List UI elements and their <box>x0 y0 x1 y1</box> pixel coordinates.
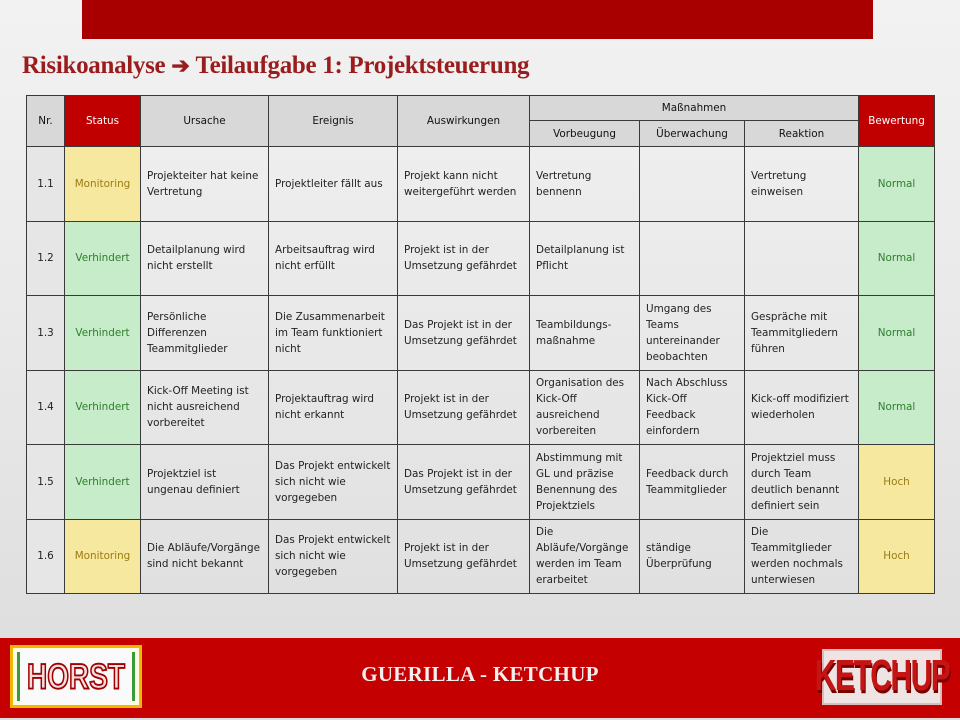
cell-ereignis: Das Projekt entwickelt sich nicht wie vorgegeben <box>269 445 398 520</box>
cell-nr: 1.1 <box>27 147 65 222</box>
footer-title: GUERILLA - KETCHUP <box>361 662 599 686</box>
cell-reaktion: Gespräche mit Teammitgliedern führen <box>745 296 859 371</box>
cell-nr: 1.6 <box>27 519 65 594</box>
header-status: Status <box>65 96 141 147</box>
ketchup-logo-text: KETCHUP <box>814 652 950 701</box>
cell-auswirkungen: Projekt ist in der Umsetzung gefährdet <box>398 519 530 594</box>
cell-nr: 1.5 <box>27 445 65 520</box>
cell-vorbeugung: Teambildungs-maßnahme <box>530 296 640 371</box>
cell-reaktion <box>745 221 859 296</box>
table-row <box>27 370 935 445</box>
cell-status: Monitoring <box>65 519 141 594</box>
table-row <box>27 296 935 371</box>
cell-ursache: Detailplanung wird nicht erstellt <box>141 221 269 296</box>
cell-nr: 1.4 <box>27 370 65 445</box>
table-row <box>27 147 935 222</box>
cell-ereignis: Projektleiter fällt aus <box>269 147 398 222</box>
cell-ursache: Die Abläufe/Vorgänge sind nicht bekannt <box>141 519 269 594</box>
cell-reaktion: Projektziel muss durch Team deutlich benannt definiert sein <box>745 445 859 520</box>
arrow-right-icon: ➔ <box>171 53 190 78</box>
cell-ueberwachung: Umgang des Teams untereinander beobachten <box>640 296 745 371</box>
cell-ueberwachung: ständige Überprüfung <box>640 519 745 594</box>
cell-bewertung: Normal <box>859 370 935 445</box>
cell-reaktion: Kick-off modifiziert wiederholen <box>745 370 859 445</box>
cell-auswirkungen: Projekt kann nicht weitergeführt werden <box>398 147 530 222</box>
cell-status: Verhindert <box>65 445 141 520</box>
cell-ursache: Projektziel ist ungenau definiert <box>141 445 269 520</box>
header-ueberwachung: Überwachung <box>640 121 745 147</box>
header-auswirkungen: Auswirkungen <box>398 96 530 147</box>
cell-vorbeugung: Die Abläufe/Vorgänge werden im Team erarbeitet <box>530 519 640 594</box>
page-title <box>22 48 529 84</box>
header-bewertung: Bewertung <box>859 96 935 147</box>
header-massnahmen: Maßnahmen <box>530 96 859 121</box>
cell-nr: 1.2 <box>27 221 65 296</box>
cell-vorbeugung: Detailplanung ist Pflicht <box>530 221 640 296</box>
table-row <box>27 445 935 520</box>
cell-bewertung: Hoch <box>859 445 935 520</box>
cell-ueberwachung <box>640 147 745 222</box>
cell-status: Monitoring <box>65 147 141 222</box>
title-part-2: Teilaufgabe 1: Projektsteuerung <box>195 52 530 79</box>
cell-bewertung: Normal <box>859 147 935 222</box>
header-nr: Nr. <box>27 96 65 147</box>
cell-auswirkungen: Das Projekt ist in der Umsetzung gefährdet <box>398 296 530 371</box>
cell-ereignis: Projektauftrag wird nicht erkannt <box>269 370 398 445</box>
cell-ereignis: Das Projekt entwickelt sich nicht wie vorgegeben <box>269 519 398 594</box>
cell-status: Verhindert <box>65 370 141 445</box>
cell-reaktion: Vertretung einweisen <box>745 147 859 222</box>
horst-logo-text: HORST <box>20 650 132 704</box>
header-ereignis: Ereignis <box>269 96 398 147</box>
cell-ursache: Projekteiter hat keine Vertretung <box>141 147 269 222</box>
table-row <box>27 221 935 296</box>
cell-ueberwachung: Feedback durch Teammitglieder <box>640 445 745 520</box>
top-banner <box>82 0 873 39</box>
cell-status: Verhindert <box>65 296 141 371</box>
cell-ueberwachung: Nach Abschluss Kick-Off Feedback einfordern <box>640 370 745 445</box>
cell-bewertung: Normal <box>859 221 935 296</box>
cell-auswirkungen: Projekt ist in der Umsetzung gefährdet <box>398 370 530 445</box>
title-part-1: Risikoanalyse <box>22 52 166 79</box>
cell-reaktion: Die Teammitglieder werden nochmals unterwiesen <box>745 519 859 594</box>
cell-bewertung: Hoch <box>859 519 935 594</box>
risk-table-body <box>27 147 935 594</box>
cell-ursache: Kick-Off Meeting ist nicht ausreichend vorbereitet <box>141 370 269 445</box>
cell-bewertung: Normal <box>859 296 935 371</box>
cell-ereignis: Arbeitsauftrag wird nicht erfüllt <box>269 221 398 296</box>
header-ursache: Ursache <box>141 96 269 147</box>
ketchup-logo <box>814 649 950 705</box>
cell-ueberwachung <box>640 221 745 296</box>
cell-auswirkungen: Projekt ist in der Umsetzung gefährdet <box>398 221 530 296</box>
cell-nr: 1.3 <box>27 296 65 371</box>
cell-vorbeugung: Abstimmung mit GL und präzise Benennung des Projektziels <box>530 445 640 520</box>
cell-vorbeugung: Organisation des Kick-Off ausreichend vorbereiten <box>530 370 640 445</box>
cell-vorbeugung: Vertretung bennenn <box>530 147 640 222</box>
header-vorbeugung: Vorbeugung <box>530 121 640 147</box>
risk-table <box>26 95 935 594</box>
cell-ereignis: Die Zusammenarbeit im Team funktioniert nicht <box>269 296 398 371</box>
header-reaktion: Reaktion <box>745 121 859 147</box>
footer-bar <box>0 638 960 718</box>
cell-auswirkungen: Das Projekt ist in der Umsetzung gefährdet <box>398 445 530 520</box>
table-row <box>27 519 935 594</box>
cell-status: Verhindert <box>65 221 141 296</box>
cell-ursache: Persönliche Differenzen Teammitglieder <box>141 296 269 371</box>
